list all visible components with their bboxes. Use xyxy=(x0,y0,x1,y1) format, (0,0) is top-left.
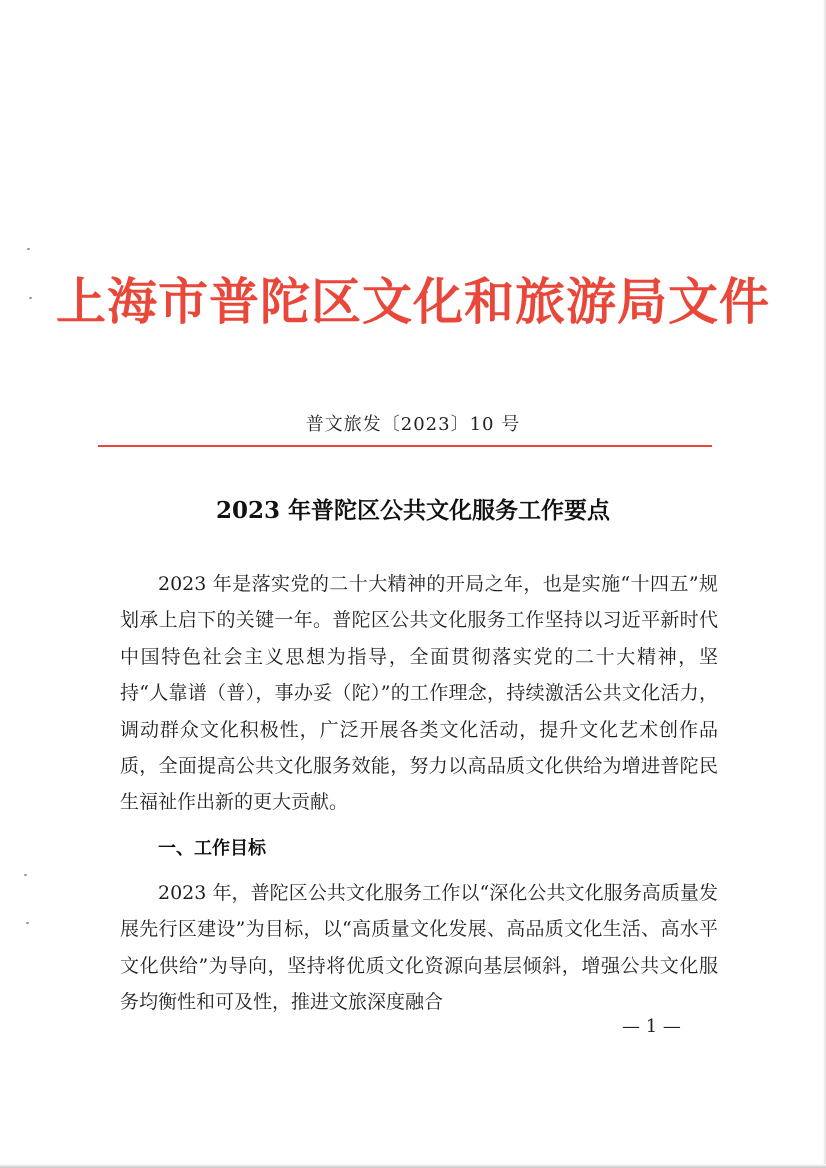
red-divider-line xyxy=(98,445,712,447)
scan-speck xyxy=(27,248,30,250)
document-title: 2023 年普陀区公共文化服务工作要点 xyxy=(215,497,611,524)
section-heading-goals: 一、工作目标 xyxy=(158,838,266,859)
scan-speck xyxy=(29,297,32,299)
scan-edge-bottom xyxy=(0,1164,826,1168)
scan-speck xyxy=(24,874,27,876)
goals-paragraph: 2023 年，普陀区公共文化服务工作以“深化公共文化服务高质量发展先行区建设”为目标，以“高质量文化发展、高品质文化生活、高水平文化供给”为导向，坚持将优质文化资源向基层倾斜，增强公共文化服务均衡性和可及性，推进文旅深度融合 xyxy=(120,882,718,1014)
document-number: 普文旅发〔2023〕10 号 xyxy=(305,414,521,435)
letterhead-title: 上海市普陀区文化和旅游局文件 xyxy=(56,272,770,331)
page-number: — 1 — xyxy=(622,1016,681,1037)
intro-paragraph: 2023 年是落实党的二十大精神的开局之年，也是实施“十四五”规划承上启下的关键一年。普陀区公共文化服务工作坚持以习近平新时代中国特色社会主义思想为指导，全面贯彻落实党的二十大精神，坚持“人靠谱（普），事办妥（陀）”的工作理念，持续激活公共文化活力，调动群众文化积极性，广泛开展各类文化活动，提升文化艺术创作品质，全面提高公共文化服务效能，努力以高品质文化供给为增进普陀民生福祉作出新的更大贡献。 xyxy=(120,573,718,814)
scan-speck xyxy=(26,922,29,924)
